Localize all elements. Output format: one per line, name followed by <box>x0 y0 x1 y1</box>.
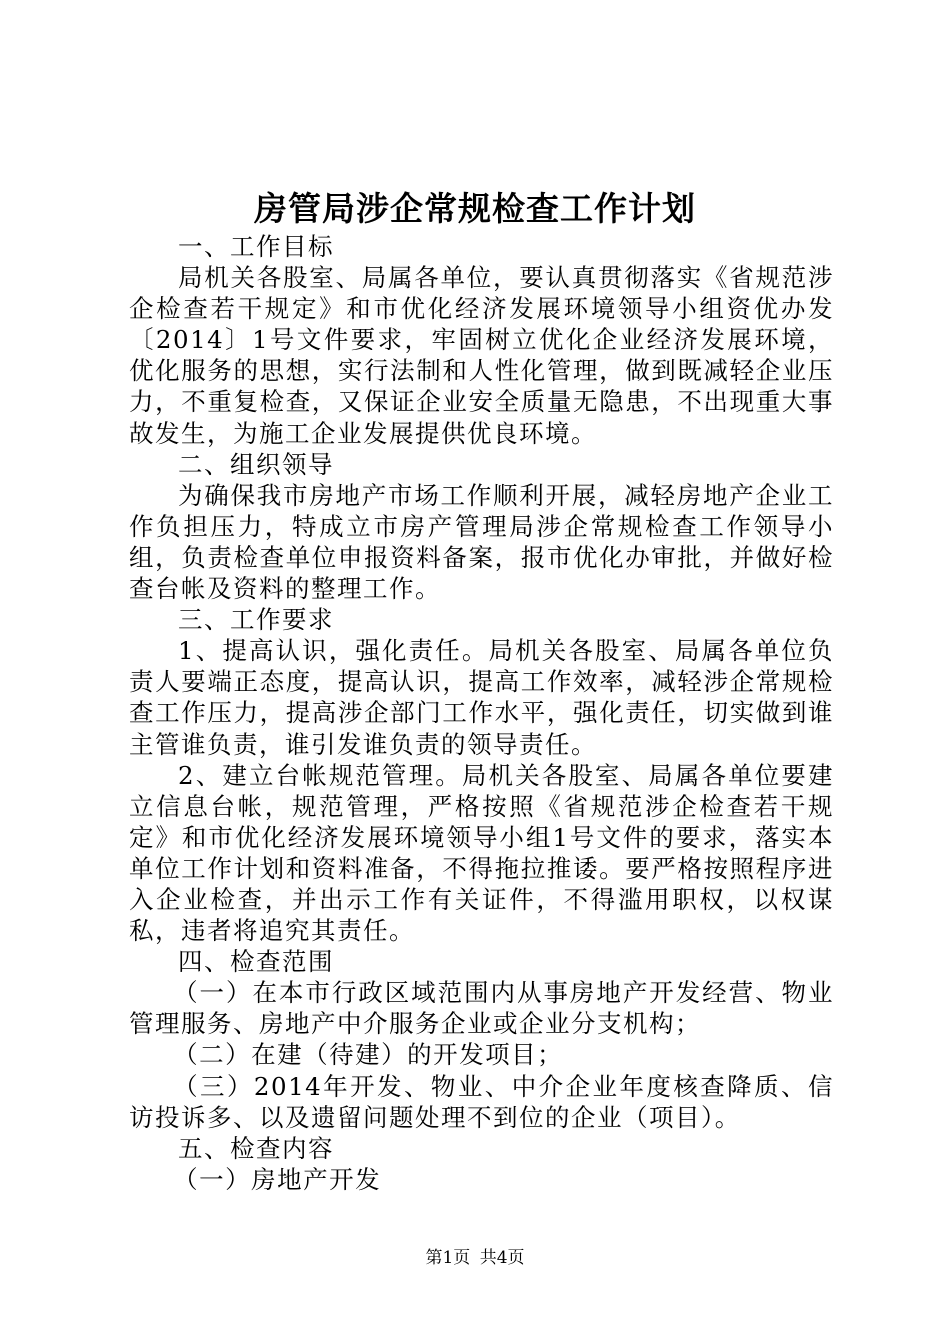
paragraph: （二）在建（待建）的开发项目； <box>173 1040 564 1070</box>
section-heading: 四、检查范围 <box>178 947 334 977</box>
section-heading: 二、组织领导 <box>178 449 334 479</box>
paragraph: 为确保我市房地产市场工作顺利开展，减轻房地产企业工作负担压力，特成立市房产管理局涉企常规检查工作领导小组，负责检查单位申报资料备案，报市优化办审批，并做好检查台帐及资料的整理工作。 <box>129 480 834 604</box>
paragraph: （三）2014年开发、物业、中介企业年度核查降质、信访投诉多、以及遗留问题处理不到位的企业（项目）。 <box>129 1071 834 1132</box>
section-heading: 一、工作目标 <box>178 232 334 261</box>
document-title: 房管局涉企常规检查工作计划 <box>254 189 696 228</box>
page-footer <box>0 1243 950 1268</box>
paragraph: （一）在本市行政区域范围内从事房地产开发经营、物业管理服务、房地产中介服务企业或企业分支机构； <box>129 978 834 1039</box>
section-heading: 五、检查内容 <box>178 1133 334 1163</box>
section-heading: 三、工作要求 <box>178 605 334 635</box>
document-body <box>129 231 834 1195</box>
paragraph: 局机关各股室、局属各单位，要认真贯彻落实《省规范涉企检查若干规定》和市优化经济发展环境领导小组资优办发〔2014〕1号文件要求，牢固树立优化企业经济发展环境，优化服务的思想，实行法制和人性化管理，做到既减轻企业压力，不重复检查，又保证企业安全质量无隐患，不出现重大事故发生，为施工企业发展提供优良环境。 <box>129 263 834 448</box>
paragraph: 1、提高认识，强化责任。局机关各股室、局属各单位负责人要端正态度，提高认识，提高工作效率，减轻涉企常规检查工作压力，提高涉企部门工作水平，强化责任，切实做到谁主管谁负责，谁引发谁负责的领导责任。 <box>129 636 834 759</box>
page-number: 第1页 <box>425 1248 471 1268</box>
paragraph: （一）房地产开发 <box>173 1164 382 1194</box>
paragraph: 2、建立台帐规范管理。局机关各股室、局属各单位要建立信息台帐，规范管理，严格按照《省规范涉企检查若干规定》和市优化经济发展环境领导小组1号文件的要求，落实本单位工作计划和资料准备，不得拖拉推诿。要严格按照程序进入企业检查，并出示工作有关证件，不得滥用职权，以权谋私，违者将追究其责任。 <box>129 760 834 946</box>
page-total: 共4页 <box>479 1248 525 1268</box>
